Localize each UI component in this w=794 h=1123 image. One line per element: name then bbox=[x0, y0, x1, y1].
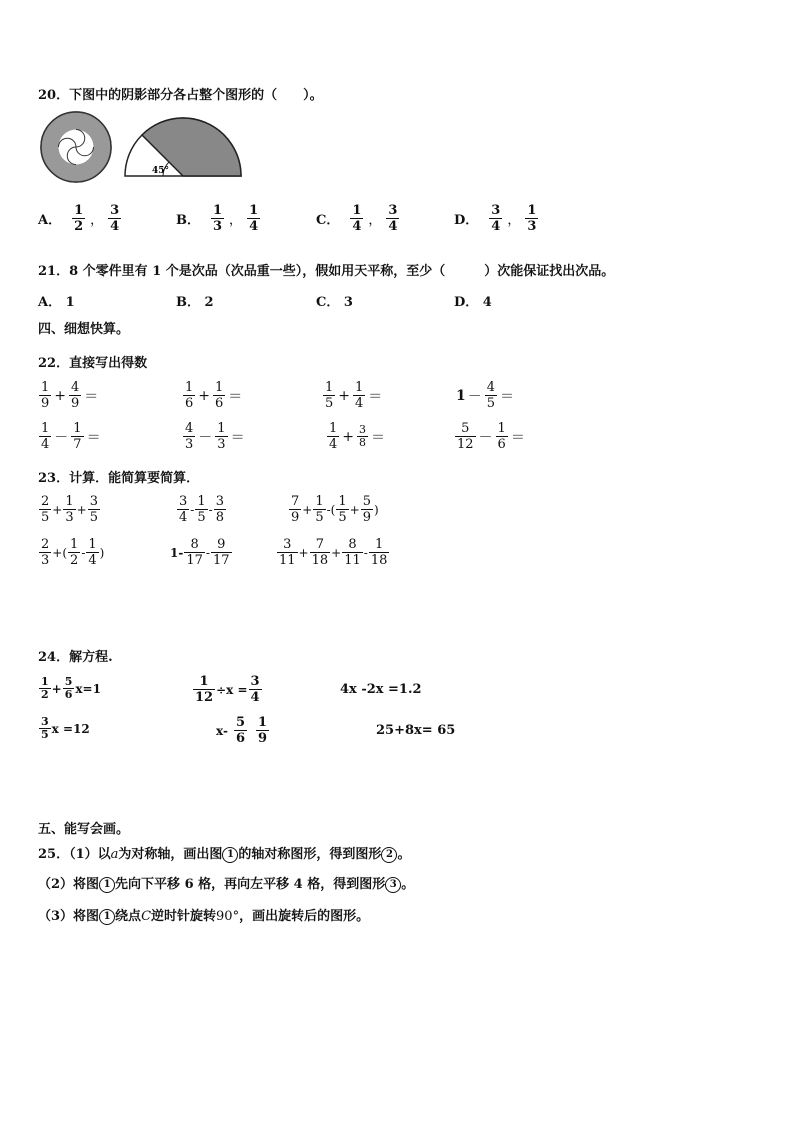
q21-option-b[interactable]: B． 2 bbox=[176, 295, 214, 310]
q24-eq-1: 1 2 + $\frac{5}{6}$ x=1 bbox=[41, 675, 101, 701]
q22-expr-3: 1 5 + $\frac{1}{4}$ ＝ bbox=[325, 380, 383, 411]
q21-option-c[interactable]: C． 3 bbox=[316, 295, 353, 310]
q20-option-b[interactable]: B． 1 3 ， 1 4 bbox=[176, 203, 259, 234]
q24-title: 24．解方程. bbox=[38, 650, 113, 665]
q20-circle-figure bbox=[38, 110, 116, 184]
section4-heading: 四、细想快算。 bbox=[38, 322, 130, 337]
circled-1: 1 bbox=[222, 847, 238, 863]
circled-1: 1 bbox=[99, 877, 115, 893]
circled-2: 2 bbox=[381, 847, 397, 863]
q22-expr-7: 1 4 + $\frac{3}{8}$ ＝ bbox=[329, 421, 386, 452]
q20-option-c[interactable]: C． 1 4 ， 3 4 bbox=[316, 203, 398, 234]
q21-option-d[interactable]: D． 4 bbox=[454, 295, 492, 310]
q20-option-d[interactable]: D． 3 4 ， 1 3 bbox=[454, 203, 537, 234]
q23-expr-3: 7 9 + $\frac{1}{5}$ -( 1 5 + $\frac{5}{9}$ ) bbox=[291, 494, 379, 525]
q24-eq-5: x- 5 6 1 9 bbox=[216, 715, 268, 746]
q25-part-3: （3）将图 1 绕点C逆时针旋转90°，画出旋转后的图形。 bbox=[38, 909, 370, 924]
q22-expr-8: 5 12 － 1 6 ＝ bbox=[457, 421, 525, 452]
circled-3: 3 bbox=[385, 877, 401, 893]
q23-expr-2: 3 4 - 1 5 - 3 8 bbox=[179, 494, 224, 525]
q25-part-1: 25．（1）以a为对称轴，画出图 1 的轴对称图形，得到图形 2 。 bbox=[38, 847, 411, 862]
q22-expr-5: 1 4 － 1 7 ＝ bbox=[41, 421, 101, 452]
q20-text: 20．下图中的阴影部分各占整个图形的（ ）。 bbox=[38, 88, 323, 103]
circled-1: 1 bbox=[99, 909, 115, 925]
q22-expr-4: 1 － 4 5 ＝ bbox=[456, 380, 515, 411]
q23-expr-4: 2 3 +( 1 2 - 1 4 ) bbox=[41, 537, 105, 568]
q24-eq-6: 25+8x= 65 bbox=[376, 723, 456, 738]
q20-option-a[interactable]: A． 1 2 ， 3 4 bbox=[38, 203, 120, 234]
q24-eq-4: 3 5 x =12 bbox=[41, 715, 90, 741]
q25-part-2: （2）将图 1 先向下平移 6 格，再向左平移 4 格，得到图形 3 。 bbox=[38, 877, 415, 892]
q20-semicircle-figure bbox=[122, 112, 244, 182]
q21-text: 21．8 个零件里有 1 个是次品（次品重一些），假如用天平称，至少（ ）次能保证找出次品。 bbox=[38, 264, 615, 279]
q24-eq-2: $\frac{1}{12}$ ÷x = $\frac{3}{4}$ bbox=[195, 674, 260, 705]
q22-expr-1: 1 9 + $\frac{4}{9}$ ＝ bbox=[41, 380, 99, 411]
q22-title: 22．直接写出得数 bbox=[38, 356, 148, 371]
q23-expr-1: 2 5 + $\frac{1}{3}$ + $\frac{3}{5}$ bbox=[41, 494, 98, 525]
q21-option-a[interactable]: A． 1 bbox=[38, 295, 75, 310]
q23-expr-5: 1- 8 17 - 9 17 bbox=[170, 537, 230, 568]
q23-expr-6: 3 11 + $\frac{7}{18}$ + $\frac{8}{11}$ - 1 18 bbox=[279, 537, 388, 568]
q24-eq-3: 4x -2x =1.2 bbox=[340, 682, 422, 697]
q22-expr-2: 1 6 + $\frac{1}{6}$ ＝ bbox=[185, 380, 243, 411]
q22-expr-6: 4 3 － 1 3 ＝ bbox=[185, 421, 245, 452]
section5-heading: 五、能写会画。 bbox=[38, 822, 130, 837]
q23-title: 23．计算．能简算要简算． bbox=[38, 471, 200, 486]
angle-label: 45° bbox=[152, 166, 170, 176]
